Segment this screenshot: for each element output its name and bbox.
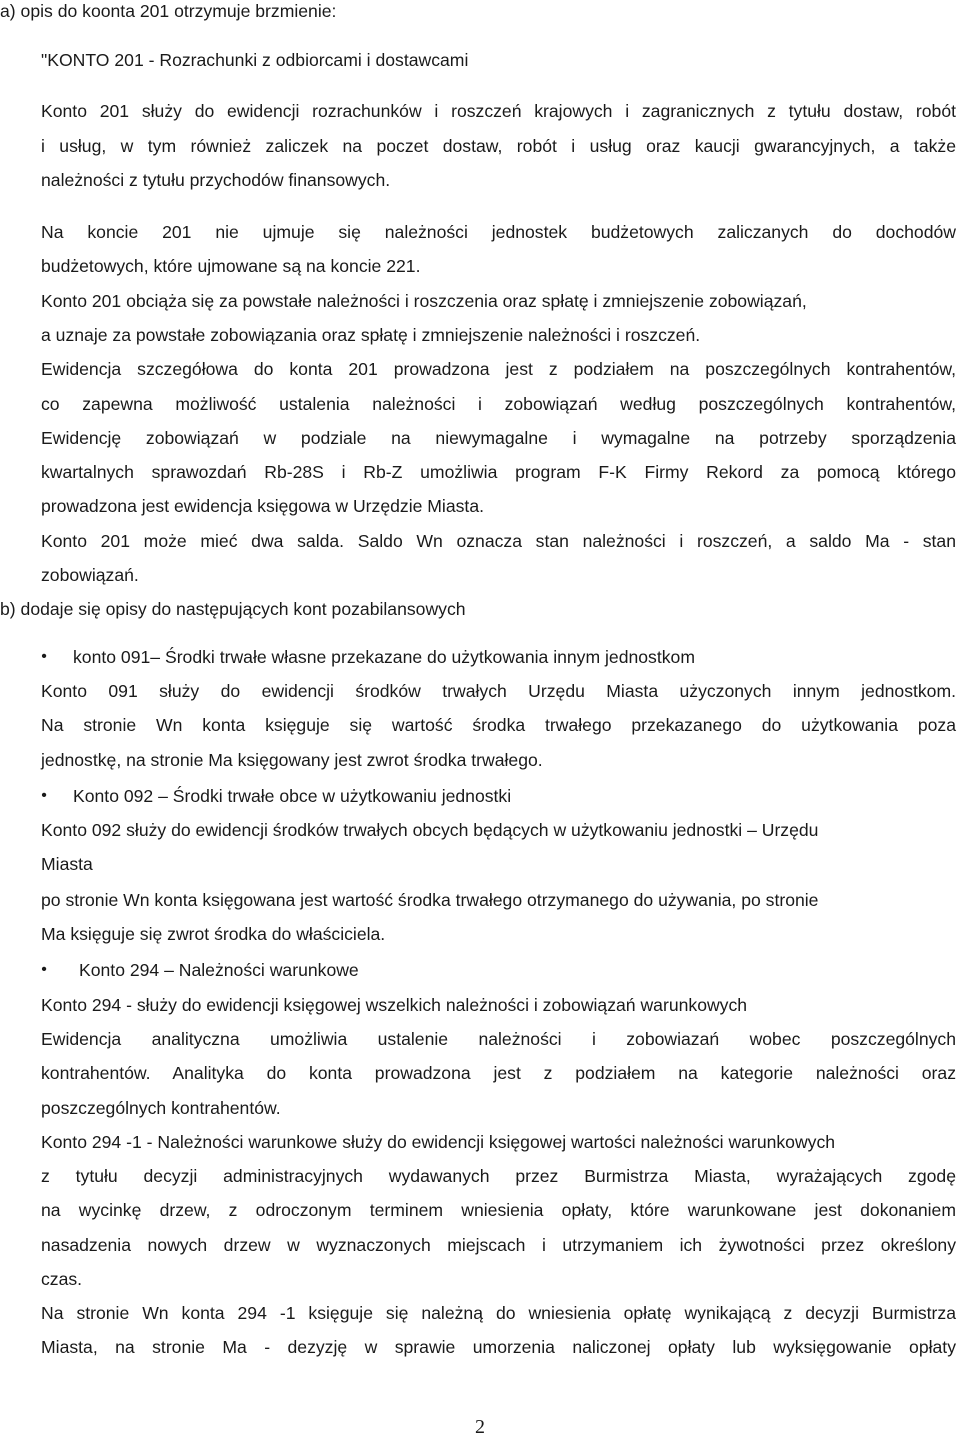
bullet-konto-092: Konto 092 – Środki trwałe obce w użytkowaniu jednostki	[73, 786, 512, 806]
bullet-konto-294: Konto 294 – Należności warunkowe	[79, 960, 359, 980]
text-line: a uznaje za powstałe zobowiązania oraz spłatę i zmniejszenie należności i roszczeń.	[41, 325, 701, 345]
text-line: Konto 092 służy do ewidencji środków trwałych obcych będących w użytkowaniu jednostki – Urzędu	[41, 820, 819, 840]
text-line: Na stronie Wn konta księguje się wartość środka trwałego przekazanego do użytkowania poza	[41, 715, 956, 735]
bullet-icon: •	[41, 961, 47, 978]
text-line: Konto 201 służy do ewidencji rozrachunków i roszczeń krajowych i zagranicznych z tytułu dostaw, robót	[41, 101, 956, 121]
bullet-icon: •	[41, 787, 47, 804]
text-line: co zapewna możliwość ustalenia należności i zobowiązań według poszczególnych kontrahentów,	[41, 394, 956, 414]
text-line: kontrahentów. Analityka do konta prowadzona jest z podziałem na kategorie należności oraz	[41, 1063, 956, 1083]
text-line: Na stronie Wn konta 294 -1 księguje się należną do wniesienia opłatę wynikającą z decyzji Burmistrza	[41, 1303, 956, 1323]
text-line: Ewidencję zobowiązań w podziale na niewymagalne i wymagalne na potrzeby sporządzenia	[41, 428, 956, 448]
text-line: Konto 294 -1 - Należności warunkowe służy do ewidencji księgowej wartości należności warunkowych	[41, 1132, 836, 1152]
text-line: Konto 091 służy do ewidencji środków trwałych Urzędu Miasta użyczonych innym jednostkom.	[41, 681, 956, 701]
page-number: 2	[475, 1416, 485, 1438]
text-line: Miasta	[41, 854, 93, 874]
text-line: czas.	[41, 1269, 83, 1289]
section-a-heading: a) opis do koonta 201 otrzymuje brzmienie:	[0, 1, 337, 21]
text-line: zobowiązań.	[41, 565, 139, 585]
text-line: Ewidencja szczegółowa do konta 201 prowadzona jest z podziałem na poszczególnych kontrahentów,	[41, 359, 956, 379]
text-line: Konto 201 może mieć dwa salda. Saldo Wn oznacza stan należności i roszczeń, a saldo Ma - stan	[41, 531, 956, 551]
text-line: Konto 201 obciąża się za powstałe należności i roszczenia oraz spłatę i zmniejszenie zobowiązań,	[41, 291, 807, 311]
bullet-icon: •	[41, 648, 47, 665]
text-line: poszczególnych kontrahentów.	[41, 1098, 281, 1118]
text-line: jednostkę, na stronie Ma księgowany jest zwrot środka trwałego.	[41, 750, 543, 770]
text-line: po stronie Wn konta księgowana jest wartość środka trwałego otrzymanego do używania, po stronie	[41, 890, 819, 910]
text-line: na wycinkę drzew, z odroczonym terminem wniesienia opłaty, które warunkowane jest dokonaniem	[41, 1200, 956, 1220]
text-line: nasadzenia nowych drzew w wyznaczonych miejscach i utrzymaniem ich żywotności przez określony	[41, 1235, 956, 1255]
text-line: Miasta, na stronie Ma - dezyzję w sprawie umorzenia naliczonej opłaty lub wyksięgowanie opłaty	[41, 1337, 956, 1357]
text-line: z tytułu decyzji administracyjnych wydawanych przez Burmistrza Miasta, wyrażających zgodę	[41, 1166, 956, 1186]
text-line: prowadzona jest ewidencja księgowa w Urzędzie Miasta.	[41, 496, 484, 516]
konto-201-title: "KONTO 201 - Rozrachunki z odbiorcami i dostawcami	[41, 50, 469, 70]
text-line: Na koncie 201 nie ujmuje się należności jednostek budżetowych zaliczanych do dochodów	[41, 222, 956, 242]
text-line: Ma księguje się zwrot środka do właściciela.	[41, 924, 386, 944]
text-line: kwartalnych sprawozdań Rb-28S i Rb-Z umożliwia program F-K Firmy Rekord za pomocą którego	[41, 462, 956, 482]
text-line: i usług, w tym również zaliczek na poczet dostaw, robót i usług oraz kaucji gwarancyjnych, a także	[41, 136, 956, 156]
section-b-heading: b) dodaje się opisy do następujących kont pozabilansowych	[0, 599, 466, 619]
bullet-konto-091: konto 091– Środki trwałe własne przekazane do użytkowania innym jednostkom	[73, 647, 695, 667]
text-line: Konto 294 - służy do ewidencji księgowej wszelkich należności i zobowiązań warunkowych	[41, 995, 748, 1015]
text-line: należności z tytułu przychodów finansowych.	[41, 170, 391, 190]
text-line: budżetowych, które ujmowane są na koncie 221.	[41, 256, 421, 276]
text-line: Ewidencja analityczna umożliwia ustalenie należności i zobowiazań wobec poszczególnych	[41, 1029, 956, 1049]
